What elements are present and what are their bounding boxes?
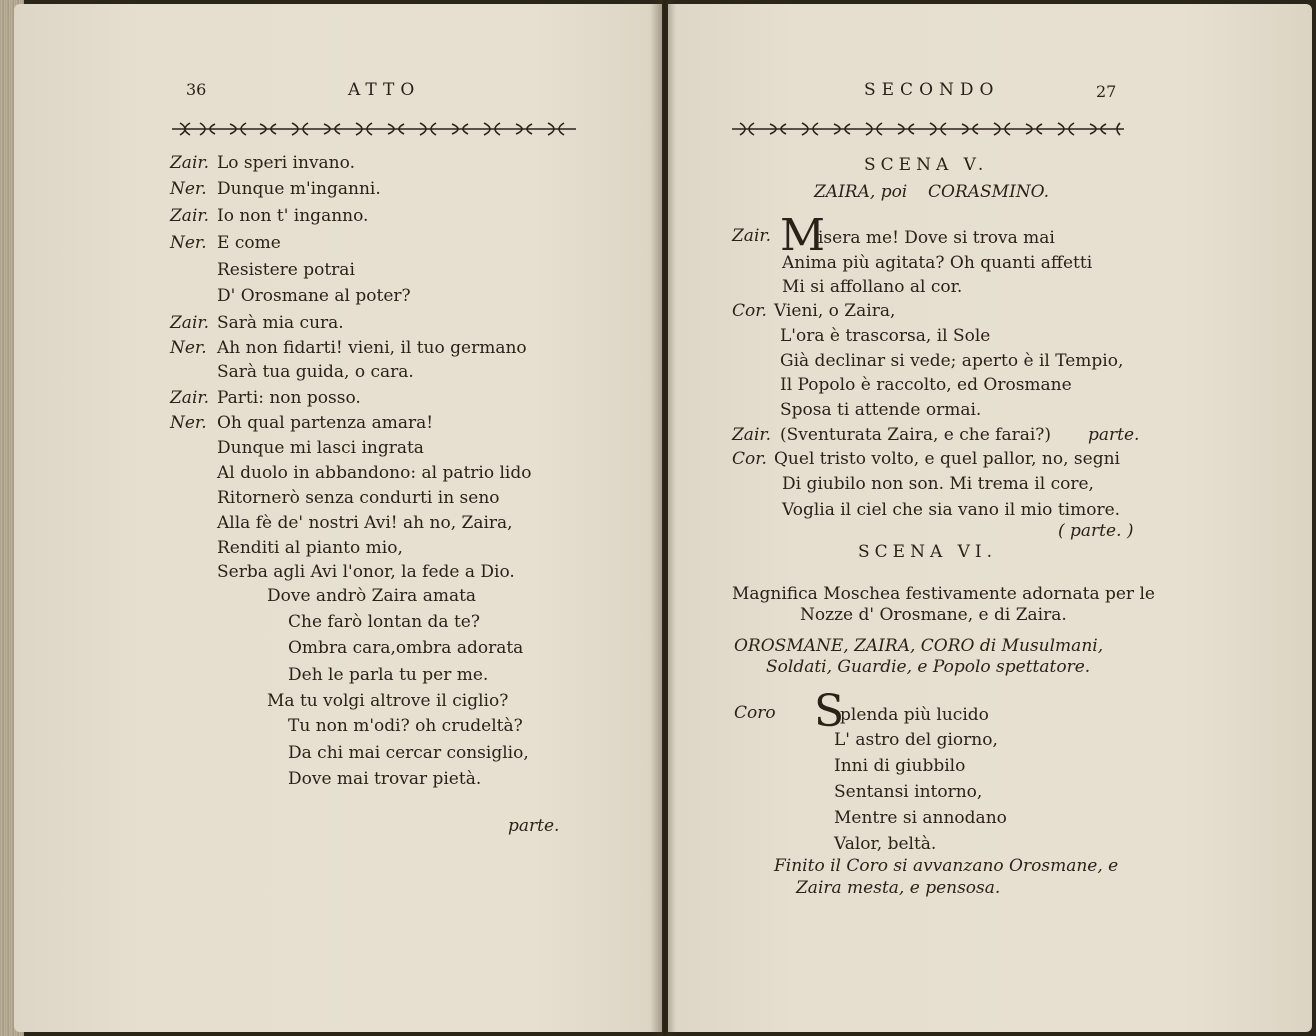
page-number-right: 27 xyxy=(1096,82,1117,101)
stage-direction: Zaira mesta, e pensosa. xyxy=(796,878,1001,898)
dialogue-line: Ah non fidarti! vieni, il tuo germano xyxy=(217,338,527,358)
drop-cap: S xyxy=(814,686,845,737)
exit-direction: parte. xyxy=(508,816,560,836)
dialogue-line: Sarà mia cura. xyxy=(217,313,344,333)
dialogue-line: Io non t' inganno. xyxy=(217,206,369,226)
dialogue-line: (Sventurata Zaira, e che farai?) xyxy=(780,425,1052,445)
ornament-rule-right xyxy=(730,120,1126,138)
ornament-rule-left xyxy=(170,120,578,138)
dialogue-line: Il Popolo è raccolto, ed Orosmane xyxy=(780,375,1072,395)
dialogue-line: Renditi al pianto mio, xyxy=(217,538,403,558)
dialogue-line: Sposa ti attende ormai. xyxy=(780,400,982,420)
running-head-left: ATTO xyxy=(348,80,421,100)
speaker: Ner. xyxy=(170,413,207,433)
speaker: Ner. xyxy=(170,179,207,199)
chorus-line: Inni di giubbilo xyxy=(834,756,966,776)
stage-direction: Finito il Coro si avvanzano Orosmane, e xyxy=(774,856,1119,876)
aria-line: Da chi mai cercar consiglio, xyxy=(288,743,529,763)
running-head-right: SECONDO xyxy=(864,80,1000,100)
scene-5-title: SCENA V. xyxy=(864,155,989,175)
dialogue-line: Dunque mi lasci ingrata xyxy=(217,438,424,458)
speaker: Cor. xyxy=(732,449,767,469)
dialogue-line: Già declinar si vede; aperto è il Tempio, xyxy=(780,351,1124,371)
book-gutter xyxy=(650,0,676,1036)
dialogue-line: Anima più agitata? Oh quanti affetti xyxy=(782,253,1093,273)
right-page xyxy=(668,4,1312,1032)
dialogue-line: L'ora è trascorsa, il Sole xyxy=(780,326,991,346)
chorus-line: Valor, beltà. xyxy=(834,834,937,854)
speaker: Zair. xyxy=(170,313,210,333)
aria-line: Tu non m'odi? oh crudeltà? xyxy=(288,716,523,736)
setting-line: Nozze d' Orosmane, e di Zaira. xyxy=(800,605,1067,625)
scene-6-title: SCENA VI. xyxy=(858,542,998,562)
dialogue-line: E come xyxy=(217,233,281,253)
dialogue-line: Voglia il ciel che sia vano il mio timore. xyxy=(782,500,1121,520)
dialogue-line: Dunque m'inganni. xyxy=(217,179,381,199)
dialogue-line: isera me! Dove si trova mai xyxy=(818,228,1055,248)
speaker: Zair. xyxy=(170,206,210,226)
speaker: Zair. xyxy=(732,425,772,445)
chorus-line: Sentansi intorno, xyxy=(834,782,983,802)
aria-line: Che farò lontan da te? xyxy=(288,612,480,632)
speaker: Zair. xyxy=(170,388,210,408)
dialogue-line: Al duolo in abbandono: al patrio lido xyxy=(217,463,532,483)
dialogue-line: Vieni, o Zaira, xyxy=(774,301,896,321)
dialogue-line: Serba agli Avi l'onor, la fede a Dio. xyxy=(217,562,515,582)
drop-cap: M xyxy=(780,210,826,261)
speaker: Coro xyxy=(734,703,776,723)
dialogue-line: D' Orosmane al poter? xyxy=(217,286,411,306)
dialogue-line: Quel tristo volto, e quel pallor, no, segni xyxy=(774,449,1120,469)
scene-5-cast-a: ZAIRA, poi xyxy=(814,182,908,202)
aria-line: Ma tu volgi altrove il ciglio? xyxy=(267,691,509,711)
dialogue-line: Lo speri invano. xyxy=(217,153,355,173)
chorus-line: L' astro del giorno, xyxy=(834,730,998,750)
dialogue-line: Parti: non posso. xyxy=(217,388,361,408)
speaker: Zair. xyxy=(170,153,210,173)
aria-line: Dove mai trovar pietà. xyxy=(288,769,482,789)
aria-line: Dove andrò Zaira amata xyxy=(267,586,477,606)
aria-line: Deh le parla tu per me. xyxy=(288,665,489,685)
speaker: Zair. xyxy=(732,226,772,246)
scene-5-cast-b: CORASMINO. xyxy=(928,182,1050,202)
dialogue-line: Alla fè de' nostri Avi! ah no, Zaira, xyxy=(217,513,513,533)
aria-line: Ombra cara,ombra adorata xyxy=(288,638,524,658)
dialogue-line: Mi si affollano al cor. xyxy=(782,277,963,297)
speaker: Cor. xyxy=(732,301,767,321)
speaker: Ner. xyxy=(170,233,207,253)
setting-line: Magnifica Moschea festivamente adornata per le xyxy=(732,584,1155,604)
dialogue-line: Oh qual partenza amara! xyxy=(217,413,434,433)
chorus-line: plenda più lucido xyxy=(840,705,989,725)
left-page xyxy=(14,4,662,1032)
exit-direction: ( parte. ) xyxy=(1058,521,1134,541)
cast-line: Soldati, Guardie, e Popolo spettatore. xyxy=(766,657,1091,677)
stage-direction: parte. xyxy=(1088,425,1140,445)
dialogue-line: Sarà tua guida, o cara. xyxy=(217,362,414,382)
chorus-line: Mentre si annodano xyxy=(834,808,1007,828)
speaker: Ner. xyxy=(170,338,207,358)
dialogue-line: Resistere potrai xyxy=(217,260,355,280)
dialogue-line: Di giubilo non son. Mi trema il core, xyxy=(782,474,1094,494)
page-number-left: 36 xyxy=(186,80,207,99)
dialogue-line: Ritornerò senza condurti in seno xyxy=(217,488,500,508)
cast-line: OROSMANE, ZAIRA, CORO di Musulmani, xyxy=(734,636,1104,656)
